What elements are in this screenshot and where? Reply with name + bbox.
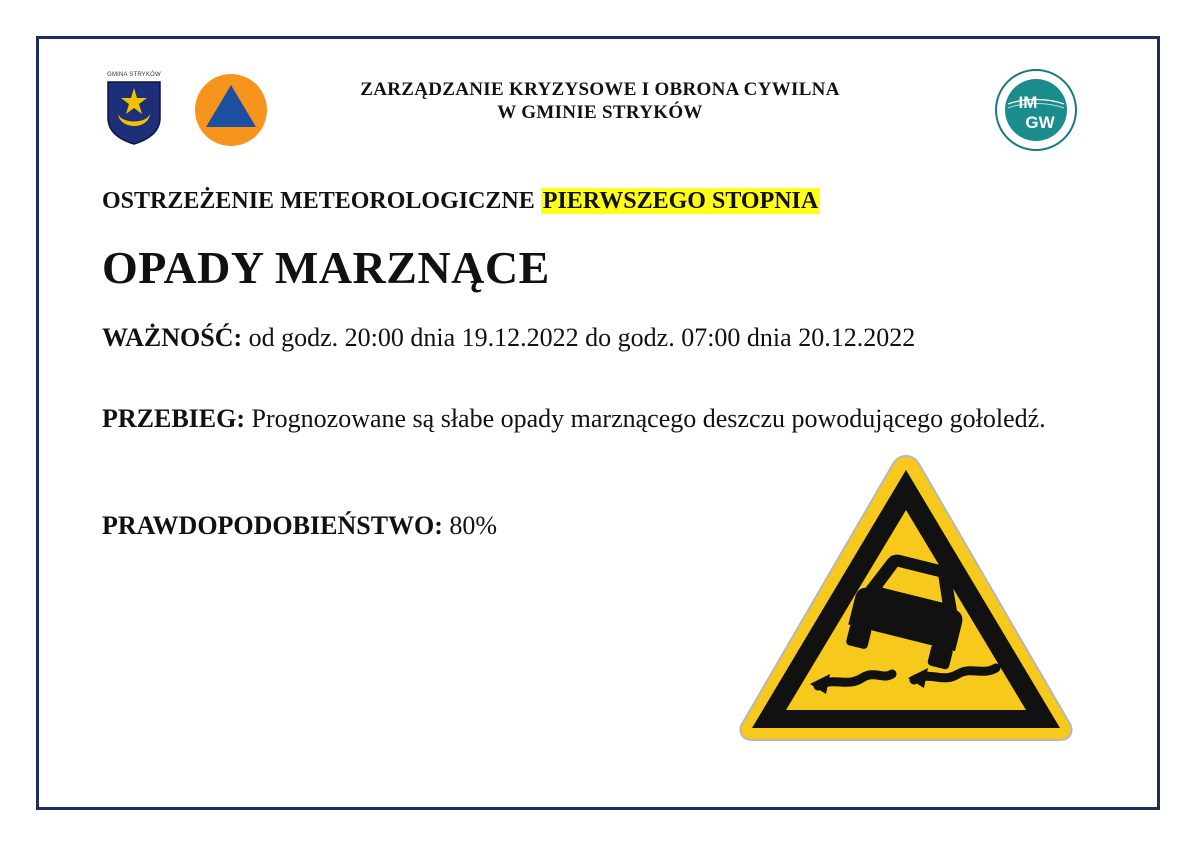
probability-row [102,510,497,542]
coat-caption: GMINA STRYKÓW [107,72,161,78]
header-title-line1: ZARZĄDZANIE KRYZYSOWE I OBRONA CYWILNA [360,79,840,100]
validity-label: WAŻNOŚĆ: [102,323,243,352]
probability-label: PRAWDOPODOBIEŃSTWO: [102,511,443,540]
imgw-text-top: IM [1018,93,1038,112]
course-label: PRZEBIEG: [102,404,246,433]
imgw-text-bottom: GW [1025,113,1055,132]
validity-text: od godz. 20:00 dnia 19.12.2022 do godz. 07:00 dnia 20.12.2022 [248,323,916,352]
header-title [260,78,940,124]
slippery-road-sign-icon [734,448,1078,744]
stryków-coat-of-arms-icon [102,74,166,148]
warning-level-prefix: OSTRZEŻENIE METEOROLOGICZNE [102,188,535,214]
validity-row [102,322,915,354]
imgw-logo-icon [994,68,1078,152]
civil-defence-icon [194,73,268,147]
warning-level-highlight: PIERWSZEGO STOPNIA [542,188,819,214]
course-row [102,390,1098,448]
warning-level [102,186,820,216]
phenomenon-title: OPADY MARZNĄCE [102,242,550,293]
probability-text: 80% [449,511,498,540]
header-title-line2: W GMINIE STRYKÓW [497,102,703,123]
course-text: Prognozowane są słabe opady marznącego deszczu powodującego gołoledź. [251,404,1046,433]
